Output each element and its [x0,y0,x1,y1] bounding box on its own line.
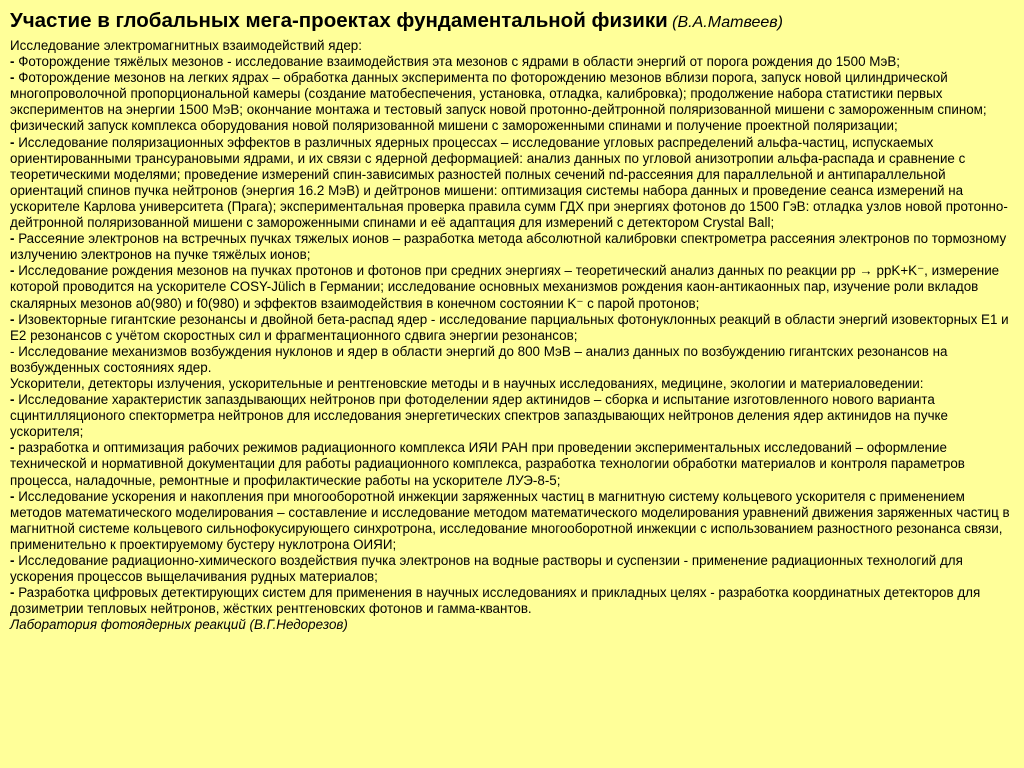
list-item: - Разработка цифровых детектирующих систем для применения в научных исследованиях и прикладных целях - разработка координатных детекторов для дозиметрии тепловых нейтронов, жёстких рентгеновских фотонов и гамма-квантов. [10,585,981,617]
list-item: - Рассеяние электронов на встречных пучках тяжелых ионов – разработка метода абсолютной калибровки спектрометра рассеяния электронов по тормозному излучению электронов на пучке тяжёлых ионов; [10,231,1007,263]
list-item: - Исследование механизмов возбуждения нуклонов и ядер в области энергий до 800 МэВ – анализ данных по возбуждению гигантских резонансов на возбужденных состояниях ядер. [10,343,948,375]
title-author: В.А.Матвеев [677,14,778,31]
list-item: - Фоторождение тяжёлых мезонов - исследование взаимодействия эта мезонов с ядрами в области энергий от порога рождения до 1500 МэВ; [10,54,901,70]
slide-body [10,38,1014,633]
section-heading-accelerators: Ускорители, детекторы излучения, ускорительные и рентгеновские методы и в научных исследованиях, медицине, экологии и материаловедении: [10,375,924,391]
lab-footer: Лаборатория фотоядерных реакций (В.Г.Недорезов) [10,617,348,633]
list-item: - Исследование ускорения и накопления при многооборотной инжекции заряженных частиц в магнитную систему кольцевого ускорителя с применением методов математического моделирования – составление и исследование методом математического моделирования уравнений движения заряженных частиц в магнитной системе кольцевого сильнофокусирующего синхротрона, исследование многооборотной инжекции с использованием разностного резонанса связи, применительно к проектируемому бустеру нуклотрона ОИЯИ; [10,488,1010,552]
slide-title [10,8,1014,36]
title-author-open: ( [667,14,678,31]
section-heading-em-interactions: Исследование электромагнитных взаимодействий ядер: [10,38,362,53]
title-main: Участие в глобальных мега-проектах фундаментальной физики [10,9,668,32]
list-item: - Изовекторные гигантские резонансы и двойной бета-распад ядер - исследование парциальных фотонуклонных реакций в области энергий изовекторных Е1 и Е2 резонансов с учётом скоростных сил и фрагментационного сдвига энергии резонансов; [10,311,1009,343]
title-author-close: ) [777,14,783,31]
list-item: - Исследование радиационно-химического воздействия пучка электронов на водные растворы и суспензии - применение радиационных технологий для ускорения процессов выщелачивания рудных материалов; [10,553,963,585]
list-item: - разработка и оптимизация рабочих режимов радиационного комплекса ИЯИ РАН при проведении экспериментальных исследований – оформление технической и нормативной документации для работы радиационного комплекса, разработка технологии обработки материалов и контроля параметров процесса, наладочные, ремонтные и профилактические работы на ускорителе ЛУЭ-8-5; [10,440,965,488]
list-item: - Исследование характеристик запаздывающих нейтронов при фотоделении ядер актинидов – сборка и испытание изготовленного нового варианта сцинтилляционого спекторметра нейтронов для исследования энергетических спектров запаздывающих нейтронов деления ядер актинидов на пучке ускорителя; [10,392,948,440]
list-item: - Исследование рождения мезонов на пучках протонов и фотонов при средних энергиях – теоретический анализ данных по реакции pp → ppK+K⁻, измерение которой проводится на ускорителе COSY-Jülich в Германии; исследование основных механизмов рождения каон-антикаонных пар, изучение роли вкладов скалярных мезонов a0(980) и f0(980) и эффектов взаимодействия в конечном состоянии K⁻ с парой протонов; [10,263,1000,311]
list-item: - Фоторождение мезонов на легких ядрах – обработка данных эксперимента по фоторождению мезонов вблизи порога, запуск новой цилиндрической многопроволочной пропорциональной камеры (создание матобеспечения, установка, отладка, калибровка); продолжение набора статистики первых экспериментов на энергии 1500 МэВ; окончание монтажа и тестовый запуск новой протонно-дейтронной поляризованной мишени с замороженным спином; физический запуск комплекса оборудования новой поляризованной мишени с замороженными спинами и получение проектной поляризации; [10,70,987,134]
list-item: - Исследование поляризационных эффектов в различных ядерных процессах – исследование угловых распределений альфа-частиц, испускаемых ориентированными трансурановыми ядрами, и их связи с ядерной деформацией: анализ данных по угловой анизотропии альфа-распада и сравнение с теоретическими моделями; проведение измерений спин-зависимых разностей полных сечений nd-рассеяния для параллельной и антипараллельной ориентаций спинов пучка нейтронов (энергия 16.2 МэВ) и дейтронов мишени: оптимизация системы набора данных и проведение сеанса измерений на ускорителе Карлова университета (Прага); экспериментальная проверка правила сумм ГДХ при энергиях фотонов до 1500 ГэВ: отладка узлов новой протонно-дейтронной поляризованной мишени с замороженными спинами и её адаптация для измерений с детектором Crystal Ball; [10,134,1008,231]
